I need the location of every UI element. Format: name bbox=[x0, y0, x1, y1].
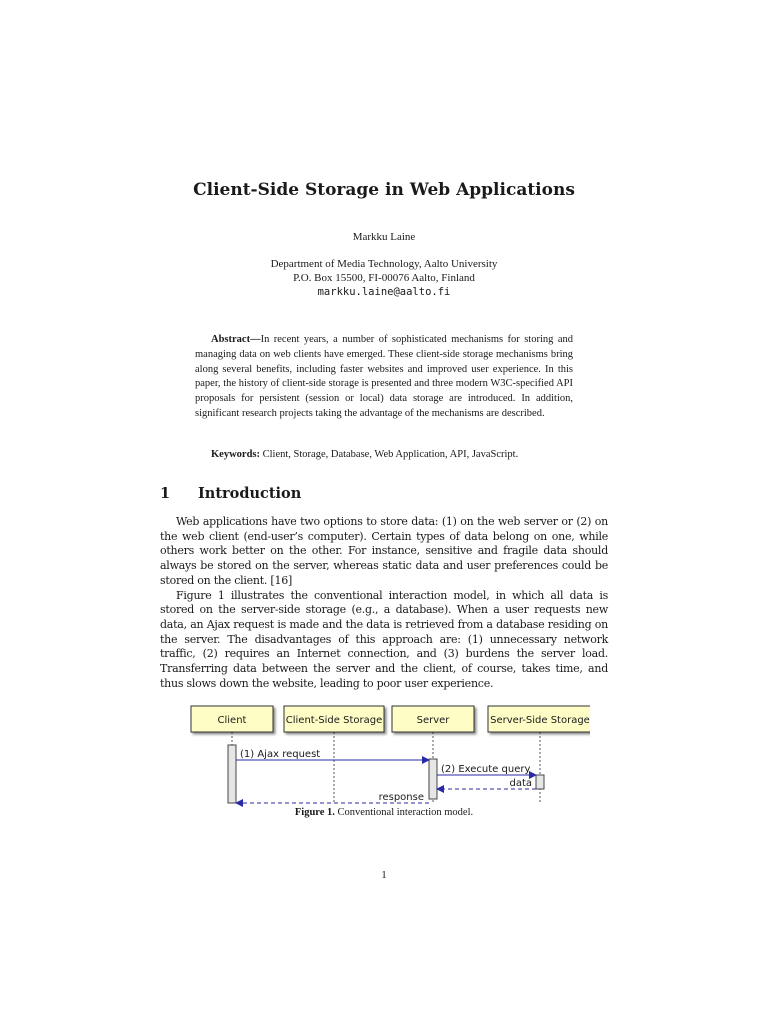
participant-server-side-storage bbox=[488, 706, 590, 732]
author-email: markku.laine@aalto.fi bbox=[317, 286, 451, 298]
page-number: 1 bbox=[381, 869, 387, 881]
participant-server bbox=[392, 706, 474, 732]
abstract bbox=[195, 333, 573, 422]
activation-server bbox=[429, 759, 437, 799]
abstract-label: Abstract bbox=[211, 334, 251, 345]
figure-caption-label: Figure 1. bbox=[294, 807, 335, 818]
paragraph: Web applications have two options to store data: (1) on the web server or (2) on the web client (end-user’s computer). Certain types of data belong on one, while others work better on the other. For instance, sensitive and fragile data should always be stored on the server, whereas static data and user preferences could be stored on the client. [16] bbox=[160, 515, 608, 587]
body-text bbox=[160, 515, 608, 691]
paper-title: Client-Side Storage in Web Applications bbox=[193, 180, 575, 200]
keywords-label: Keywords: bbox=[211, 449, 260, 460]
section-number: 1 bbox=[160, 485, 171, 502]
message-ajax-request-label: (1) Ajax request bbox=[240, 749, 321, 760]
keywords-text: Client, Storage, Database, Web Application, API, JavaScript. bbox=[262, 449, 519, 460]
activation-client bbox=[228, 745, 236, 803]
abstract-text: In recent years, a number of sophisticated mechanisms for storing and managing data on web clients have emerged. These client-side storage mechanisms bring along several benefits, including faster websites and improved user experience. In this paper, the history of client-side storage is presented and three modern W3C-specified API proposals for persistent (session or local) data storage are introduced. In addition, significant research projects taking the advantage of the mechanisms are described. bbox=[195, 334, 573, 419]
message-data-label: data bbox=[509, 778, 532, 789]
participant-server-side-storage-label: Server-Side Storage bbox=[490, 715, 590, 726]
paragraph: Figure 1 illustrates the conventional interaction model, in which all data is stored on the server-side storage (e.g., a database). When a user requests new data, an Ajax request is made and the data is retrieved from a database residing on the server. The disadvantages of this approach are: (1) unnecessary network traffic, (2) requires an Internet connection, and (3) burdens the server load. Transferring data between the server and the client, of course, takes time, and thus slows down the website, leading to poor user experience. bbox=[160, 588, 608, 690]
keywords bbox=[195, 448, 573, 462]
activation-server-side-storage bbox=[536, 775, 544, 789]
message-execute-query-label: (2) Execute query bbox=[441, 764, 531, 775]
section-title: Introduction bbox=[198, 485, 302, 502]
affiliation-address: P.O. Box 15500, FI-00076 Aalto, Finland bbox=[293, 272, 475, 284]
participant-server-label: Server bbox=[416, 715, 450, 726]
author-name: Markku Laine bbox=[352, 231, 416, 243]
participant-client-side-storage bbox=[284, 706, 384, 732]
section-heading bbox=[160, 485, 301, 502]
figure-caption bbox=[0, 807, 768, 818]
figure-caption-text: Conventional interaction model. bbox=[337, 807, 474, 818]
affiliation-department: Department of Media Technology, Aalto University bbox=[270, 258, 498, 270]
participant-client-side-storage-label: Client-Side Storage bbox=[285, 715, 383, 726]
abstract-dash: — bbox=[250, 334, 261, 345]
participant-client bbox=[191, 706, 273, 732]
participant-client-label: Client bbox=[217, 715, 247, 726]
author-affiliation bbox=[0, 257, 768, 299]
sequence-diagram bbox=[190, 703, 590, 808]
message-response-label: response bbox=[378, 792, 424, 803]
